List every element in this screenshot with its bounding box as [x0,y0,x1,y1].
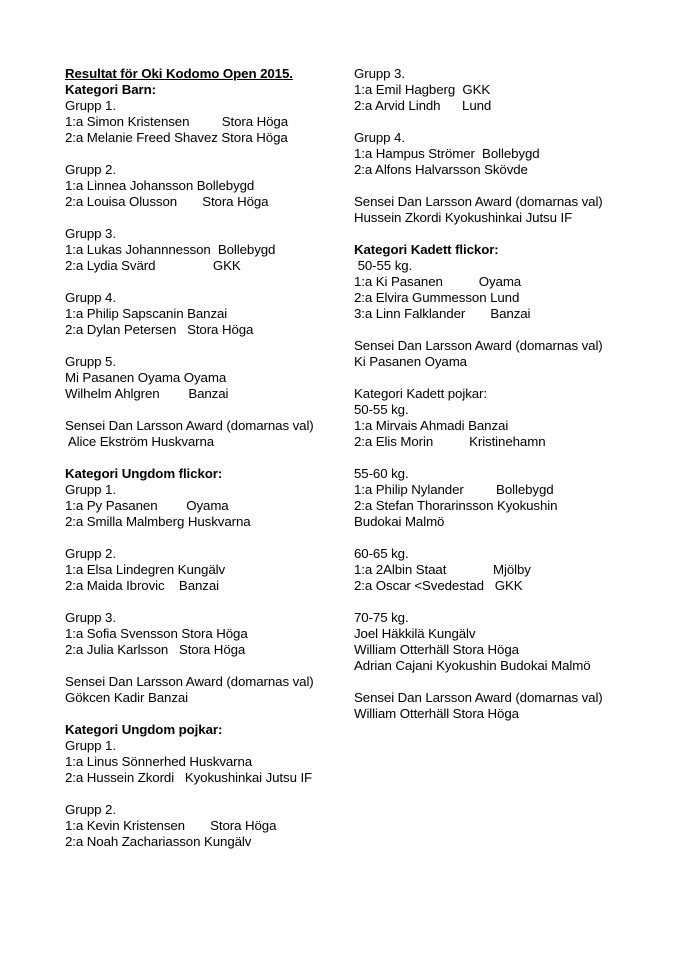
group-heading: Grupp 2. [65,802,116,817]
weight-class-heading: 70-75 kg. [354,610,409,625]
result-line: 1:a Mirvais Ahmadi Banzai [354,418,509,433]
result-line-continued: Budokai Malmö [354,514,445,529]
category-heading: Kategori Kadett flickor: [354,242,499,257]
award-heading: Sensei Dan Larsson Award (domarnas val) [65,674,314,689]
weight-class-heading: 50-55 kg. [354,402,409,417]
award-heading: Sensei Dan Larsson Award (domarnas val) [65,418,314,433]
result-line: 3:a Linn Falklander Banzai [354,306,531,321]
group-heading: Grupp 3. [65,226,116,241]
result-line: 1:a Simon Kristensen Stora Höga [65,114,288,129]
result-line: 1:a Ki Pasanen Oyama [354,274,522,289]
result-line: 2:a Elvira Gummesson Lund [354,290,520,305]
weight-class-heading: 60-65 kg. [354,546,409,561]
category-heading: Kategori Kadett pojkar: [354,386,487,401]
group-heading: Grupp 5. [65,354,116,369]
result-line: Adrian Cajani Kyokushin Budokai Malmö [354,658,591,673]
result-line: 2:a Alfons Halvarsson Skövde [354,162,528,177]
category-heading: Kategori Ungdom flickor: [65,466,223,481]
weight-class-heading: 55-60 kg. [354,466,409,481]
weight-class-heading: 50-55 kg. [354,258,413,273]
result-line: 1:a Py Pasanen Oyama [65,498,229,513]
group-heading: Grupp 4. [354,130,405,145]
result-line: 1:a Emil Hagberg GKK [354,82,491,97]
result-line: Joel Häkkilä Kungälv [354,626,476,641]
result-line: Wilhelm Ahlgren Banzai [65,386,229,401]
result-line: 2:a Elis Morin Kristinehamn [354,434,546,449]
group-heading: Grupp 3. [354,66,405,81]
group-heading: Grupp 4. [65,290,116,305]
result-line: 1:a Philip Nylander Bollebygd [354,482,554,497]
result-line: 2:a Lydia Svärd GKK [65,258,241,273]
result-line: 2:a Melanie Freed Shavez Stora Höga [65,130,288,145]
group-heading: Grupp 3. [65,610,116,625]
result-line: 1:a Philip Sapscanin Banzai [65,306,228,321]
result-line: 1:a Linus Sönnerhed Huskvarna [65,754,253,769]
result-line: 1:a Kevin Kristensen Stora Höga [65,818,277,833]
award-heading: Sensei Dan Larsson Award (domarnas val) [354,194,603,209]
award-winner: Gökcen Kadir Banzai [65,690,189,705]
result-line: 2:a Dylan Petersen Stora Höga [65,322,254,337]
category-heading: Kategori Ungdom pojkar: [65,722,223,737]
result-line: 2:a Oscar <Svedestad GKK [354,578,523,593]
group-heading: Grupp 2. [65,546,116,561]
result-line: 2:a Louisa Olusson Stora Höga [65,194,269,209]
award-winner: Ki Pasanen Oyama [354,354,467,369]
category-heading: Kategori Barn: [65,82,156,97]
result-line: 2:a Hussein Zkordi Kyokushinkai Jutsu IF [65,770,313,785]
result-line: 2:a Stefan Thorarinsson Kyokushin [354,498,558,513]
result-line: 2:a Noah Zachariasson Kungälv [65,834,252,849]
award-winner: Hussein Zkordi Kyokushinkai Jutsu IF [354,210,573,225]
award-winner: William Otterhäll Stora Höga [354,706,519,721]
result-line: 2:a Arvid Lindh Lund [354,98,492,113]
result-line: 1:a Elsa Lindegren Kungälv [65,562,226,577]
award-heading: Sensei Dan Larsson Award (domarnas val) [354,338,603,353]
group-heading: Grupp 2. [65,162,116,177]
result-line: 1:a Linnea Johansson Bollebygd [65,178,255,193]
result-line: 1:a 2Albin Staat Mjölby [354,562,531,577]
result-line: 1:a Lukas Johannnesson Bollebygd [65,242,276,257]
result-line: 2:a Maida Ibrovic Banzai [65,578,219,593]
group-heading: Grupp 1. [65,738,116,753]
award-heading: Sensei Dan Larsson Award (domarnas val) [354,690,603,705]
result-line: 2:a Julia Karlsson Stora Höga [65,642,246,657]
result-line: 1:a Sofia Svensson Stora Höga [65,626,248,641]
result-line: William Otterhäll Stora Höga [354,642,519,657]
group-heading: Grupp 1. [65,482,116,497]
award-winner: Alice Ekström Huskvarna [65,434,215,449]
result-line: Mi Pasanen Oyama Oyama [65,370,227,385]
result-line: 1:a Hampus Strömer Bollebygd [354,146,540,161]
document-title: Resultat för Oki Kodomo Open 2015. [65,66,293,81]
group-heading: Grupp 1. [65,98,116,113]
result-line: 2:a Smilla Malmberg Huskvarna [65,514,251,529]
